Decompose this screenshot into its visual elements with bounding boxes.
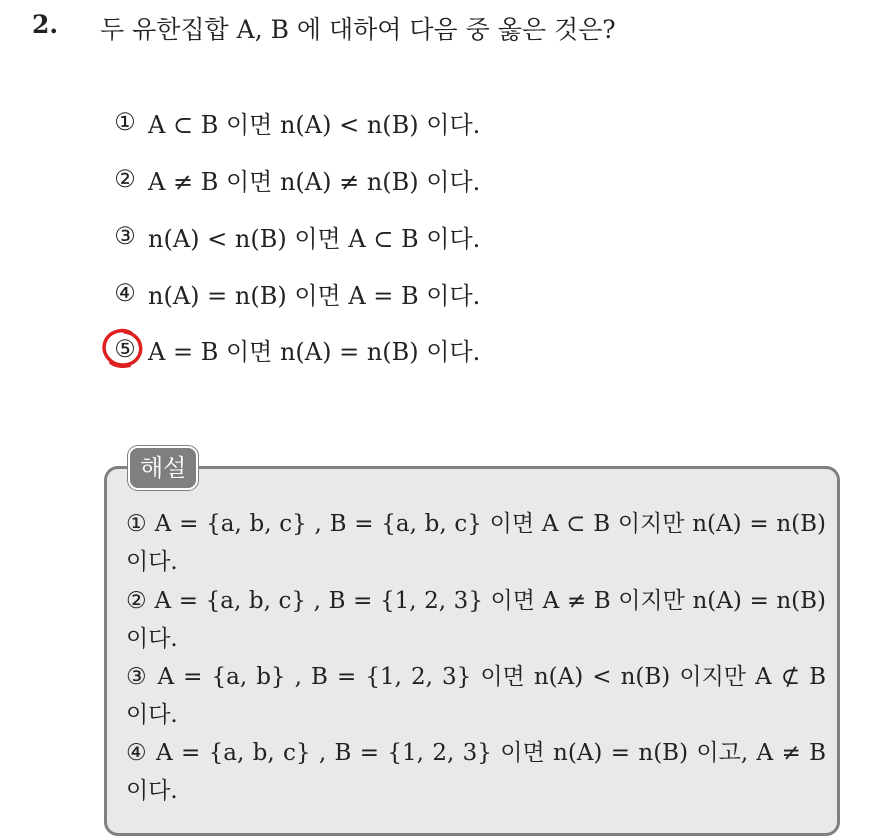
- question-text: 두 유한집합 A, B 에 대하여 다음 중 옳은 것은?: [100, 15, 616, 44]
- explanation-item-4: [126, 734, 826, 810]
- option-2-mark: ②: [114, 165, 136, 193]
- selected-answer-circle-icon: [101, 327, 145, 369]
- option-4[interactable]: [108, 275, 480, 311]
- explanation-label: 해설: [128, 446, 198, 490]
- explanation-item-3: [126, 658, 826, 734]
- explanation-item-2-line2: 이다.: [126, 626, 178, 652]
- option-3-mark: ③: [114, 222, 136, 250]
- option-3-text: n(A) < n(B) 이면 A ⊂ B 이다.: [148, 224, 481, 253]
- explanation-item-4-line1: ④ A = {a, b, c} , B = {1, 2, 3} 이면 n(A) = n(B) 이고, A ≠ B: [126, 740, 826, 766]
- option-1[interactable]: [108, 104, 480, 140]
- option-5-text: A = B 이면 n(A) = n(B) 이다.: [148, 337, 481, 366]
- question-number: 2.: [32, 10, 59, 39]
- explanation-item-4-line2: 이다.: [126, 778, 178, 804]
- explanation-item-2: [126, 582, 826, 658]
- option-5[interactable]: [108, 331, 480, 367]
- option-5-mark: ⑤: [114, 335, 136, 363]
- explanation-item-1-line1: ① A = {a, b, c} , B = {a, b, c} 이면 A ⊂ B 이지만 n(A) = n(B): [126, 511, 826, 537]
- option-1-mark: ①: [114, 108, 136, 136]
- option-2[interactable]: [108, 161, 480, 197]
- option-4-mark: ④: [114, 279, 136, 307]
- explanation-item-1: [126, 505, 826, 581]
- option-4-text: n(A) = n(B) 이면 A = B 이다.: [148, 281, 481, 310]
- option-1-text: A ⊂ B 이면 n(A) < n(B) 이다.: [148, 110, 481, 139]
- explanation-item-2-line1: ② A = {a, b, c} , B = {1, 2, 3} 이면 A ≠ B 이지만 n(A) = n(B): [126, 588, 826, 614]
- explanation-item-1-line2: 이다.: [126, 549, 178, 575]
- explanation-item-3-line2: 이다.: [126, 702, 178, 728]
- explanation-item-3-line1: ③ A = {a, b} , B = {1, 2, 3} 이면 n(A) < n(B) 이지만 A ⊄ B: [126, 664, 826, 690]
- option-2-text: A ≠ B 이면 n(A) ≠ n(B) 이다.: [148, 167, 481, 196]
- option-3[interactable]: [108, 218, 480, 254]
